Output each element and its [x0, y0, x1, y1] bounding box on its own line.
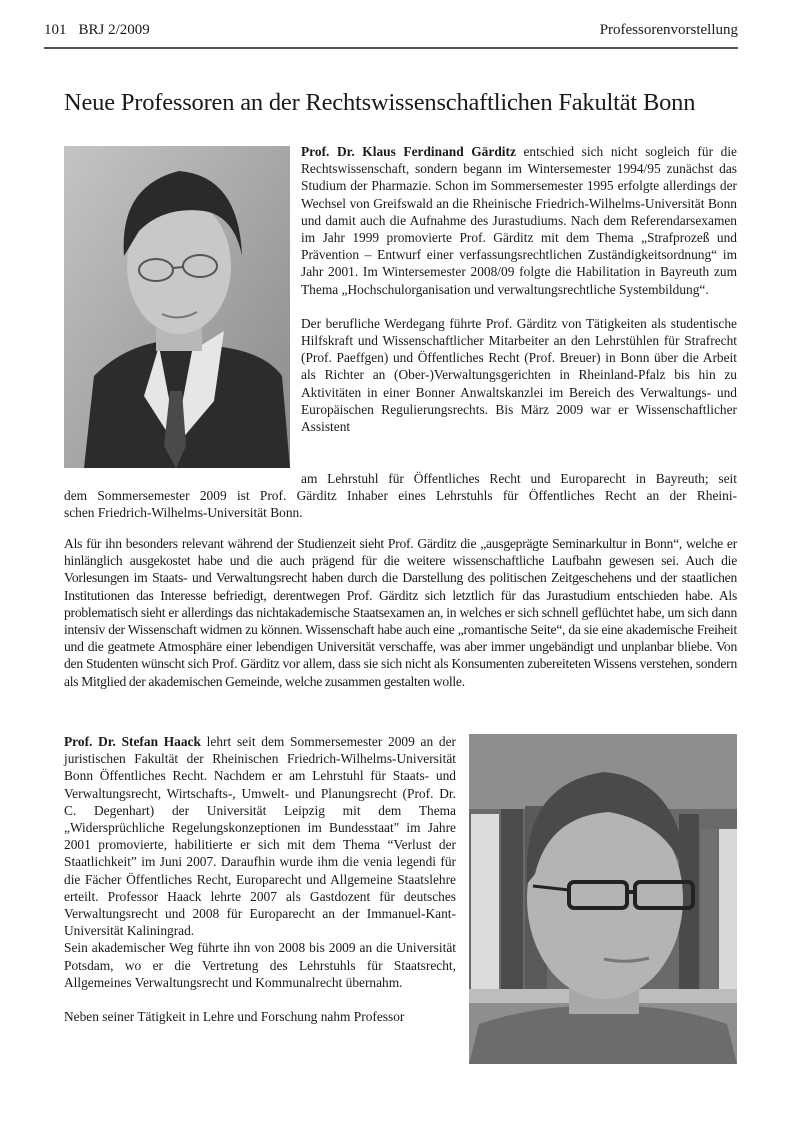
gaerditz-paragraph-2-full-line-1: dem Sommersemester 2009 ist Prof. Gärditz Inhaber eines Lehrstuhls für Öffentliches Recht an der Rheini- — [64, 488, 737, 504]
haack-paragraph-2: Sein akademischer Weg führte ihn von 2008 bis 2009 an die Universität Potsdam, wo er die Vertretung des Lehrstuhls für Staatsrecht, Allgemeines Verwaltungsrecht und Kommunalrecht übernahm. — [64, 940, 456, 990]
haack-paragraph-1-text: lehrt seit dem Sommersemester 2009 an der juristischen Fakultät der Rheinischen Friedrich-Wilhelms-Universität Bonn Öffentliches Recht. Nachdem er am Lehrstuhl für Staats- und Verwaltungsrecht, Wirtschafts-, Umwelt- und Planungsrecht (Prof. Dr. C. Degenhart) der Universität Leipzig mit dem Thema „Widersprüchliche Regelungskonzeptionen im Bundesstaat" im Jahre 2001 promovierte, habilitierte er sich mit dem Thema “Verlust der Staatlichkeit” im Juni 2007. Daraufhin wurde ihm die venia legendi für die Fächer Öffentliches Recht, Europarecht und Allgemeine Staatslehre erteilt. Professor Haack lehrte 2007 als Gastdozent für deutsches Verwaltungsrecht und 2008 für Europarecht an der Immanuel-Kant-Universität Kaliningrad. — [64, 734, 456, 939]
gaerditz-bio-column — [301, 143, 737, 435]
gaerditz-paragraph-2-continuation — [64, 470, 737, 522]
section-name: Professorenvorstellung — [599, 22, 738, 38]
gaerditz-paragraph-1 — [301, 143, 737, 298]
portrait-photo-haack — [469, 734, 737, 1064]
portrait-photo-gaerditz — [64, 146, 290, 468]
journal-issue: BRJ 2/2009 — [78, 22, 150, 38]
haack-bio-column — [64, 733, 456, 1025]
page-number: 101 — [44, 22, 67, 38]
haack-paragraph-3: Neben seiner Tätigkeit in Lehre und Forschung nahm Professor — [64, 1009, 405, 1025]
gaerditz-paragraph-2-text: Der berufliche Werdegang führte Prof. Gärditz von Tätigkeiten als studentische Hilfskraft und Wissenschaftlicher Mitarbeiter an den Lehrstühlen für Strafrecht (Prof. Paeffgen) und Öffentliches Recht (Prof. Breuer) in Bonn über die Arbeit als Richter an (Ober-)Verwaltungsgerichten in Rheinland-Pfalz bis hin zu Aktivitäten in einer Bonner Anwaltskanzlei im Bereich des Verwaltungs- und Europäischen Regulierungsrechts. Bis März 2009 war er Wissenschaftlicher Assistent — [301, 315, 737, 435]
gaerditz-paragraph-3: Als für ihn besonders relevant während der Studienzeit sieht Prof. Gärditz die „ausgeprägte Seminarkultur in Bonn“, welche er hinlänglich ausgekostet habe und die auch prägend für die weitere wissenschaftliche Laufbahn gewesen sei. Auch die Vorlesungen im Staats- und Verwaltungsrecht haben durch die Darstellung des politischen Zeitgeschehens und der staatlichen Institutionen das Interesse befriedigt, derentwegen Prof. Gärditz sich letztlich für das Jurastudium entschieden habe. Als problematisch sieht er allerdings das nichtakademische Staatsexamen an, in welches er sich schnell geflüchtet habe, um sich dann intensiv der Wissenschaft widmen zu können. Wissenschaft habe auch eine „romantische Seite“, da sie eine akademische Freiheit und die geatmete Atmosphäre einer lebendigen Universität verschaffe, was aber immer ungebändigt und unplanbar bliebe. Von den Studenten wünscht sich Prof. Gärditz vor allem, dass sie sich nicht als Konsumenten zubereiteten Wissens verstehen, sondern als Mitglied der akademischen Gemeinde, welche zusammen gestalten wolle. — [64, 536, 737, 689]
portrait-image-gaerditz — [64, 146, 290, 468]
gaerditz-name: Prof. Dr. Klaus Ferdinand Gärditz — [301, 144, 516, 159]
haack-name: Prof. Dr. Stefan Haack — [64, 734, 201, 749]
haack-paragraph-1 — [64, 733, 456, 939]
portrait-image-haack — [469, 734, 737, 1064]
running-head — [44, 18, 738, 42]
gaerditz-paragraph-2 — [301, 315, 737, 435]
running-head-left — [44, 18, 150, 42]
gaerditz-paragraph-2-col-last-line: am Lehrstuhl für Öffentliches Recht und Europarecht in Bayreuth; seit — [301, 471, 737, 486]
article-title: Neue Professoren an der Rechtswissenschaftlichen Fakultät Bonn — [64, 89, 696, 116]
gaerditz-paragraph-1-text: entschied sich nicht sogleich für die Rechtswissenschaft, sondern begann im Wintersemester 1994/95 zunächst das Studium der Pharmazie. Schon im Sommersemester 1995 erfolgte allerdings der Wechsel von Greifswald an die Rheinische Friedrich-Wilhelms-Universität Bonn und damit auch die Aufnahme des Jurastudiums. Nach dem Referendarsexamen im Jahr 1999 promovierte Prof. Gärditz mit dem Thema „Strafprozeß und Prävention – Entwurf einer verfassungsrechtlichen Zuständigkeitsordnung“ im Jahr 2001. Im Wintersemester 2008/09 folgte die Habilitation in Bayreuth zum Thema „Hochschulorganisation und verwaltungsrechtliche Systembildung“. — [301, 144, 737, 297]
gaerditz-paragraph-2-full-line-2: schen Friedrich-Wilhelms-Universität Bonn. — [64, 505, 303, 521]
header-rule — [44, 47, 738, 49]
